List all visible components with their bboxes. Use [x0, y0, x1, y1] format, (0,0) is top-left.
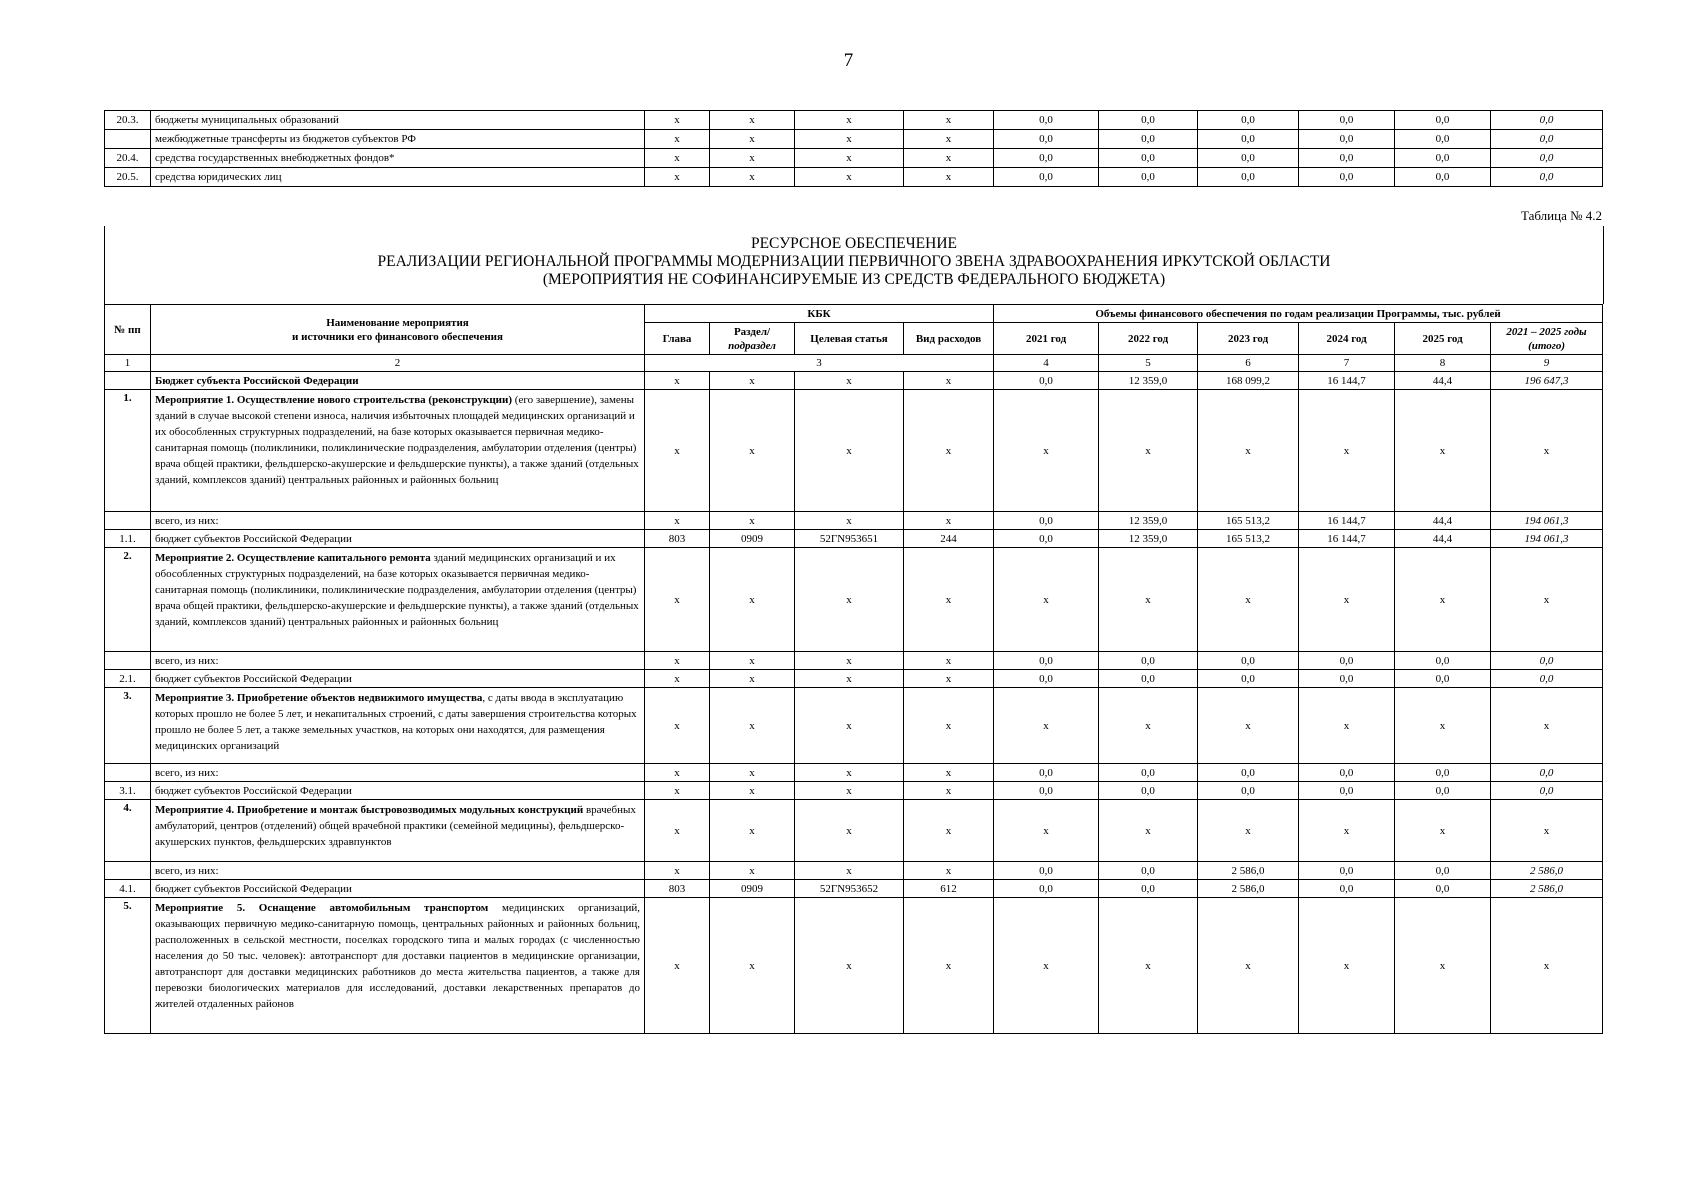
- header-total: 2021 – 2025 годы (итого): [1491, 323, 1603, 355]
- value-cell: 0,0: [1099, 652, 1198, 670]
- measure-row: [105, 390, 1603, 512]
- value-cell: 0,0: [994, 130, 1099, 149]
- x-cell: x: [1099, 800, 1198, 862]
- kbk-cell: x: [795, 372, 904, 390]
- row-index: 1.1.: [105, 530, 151, 548]
- row-name: бюджеты муниципальных образований: [151, 111, 645, 130]
- value-cell: 0,0: [1198, 111, 1299, 130]
- page-number: 7: [843, 50, 854, 71]
- kbk-cell: 244: [904, 530, 994, 548]
- x-cell: x: [1198, 800, 1299, 862]
- kbk-cell: x: [904, 111, 994, 130]
- colnum-8: 8: [1395, 355, 1491, 372]
- header-vid: Вид расходов: [904, 323, 994, 355]
- kbk-cell: x: [795, 168, 904, 187]
- continuation-row: [105, 130, 1603, 149]
- header-glava: Глава: [645, 323, 710, 355]
- kbk-cell: x: [904, 862, 994, 880]
- kbk-cell: x: [795, 652, 904, 670]
- kbk-cell: x: [710, 130, 795, 149]
- header-razdel: [710, 323, 795, 355]
- kbk-cell: x: [795, 764, 904, 782]
- value-cell: 0,0: [1099, 862, 1198, 880]
- kbk-cell: x: [645, 130, 710, 149]
- header-name: [151, 305, 645, 355]
- x-cell: x: [1491, 390, 1603, 512]
- value-cell: 0,0: [994, 149, 1099, 168]
- x-cell: x: [1198, 390, 1299, 512]
- value-cell: 0,0: [1099, 880, 1198, 898]
- value-cell: 0,0: [1099, 168, 1198, 187]
- value-cell: 0,0: [1099, 130, 1198, 149]
- row-name: Бюджет субъекта Российской Федерации: [151, 372, 645, 390]
- kbk-cell: x: [904, 670, 994, 688]
- measure-text: (его завершение), замены зданий в случае высокой степени износа, наличия избыточных площадей медицинских организаций и их обособленных структурных подразделений, на базе которых оказывается первичная медико-санитарная помощь (поликлиники, поликлинические подразделения, амбулатории отделения (центры) врача общей практики, фельдшерско-акушерские и фельдшерские пункты), а также зданий (отдельных зданий, комплексов зданий) центральных районных и районных больниц: [155, 394, 639, 486]
- header-2025: 2025 год: [1395, 323, 1491, 355]
- measure-index: 4.: [105, 800, 151, 862]
- kbk-cell: x: [795, 670, 904, 688]
- kbk-cell: x: [645, 862, 710, 880]
- kbk-cell: x: [795, 149, 904, 168]
- row-name: всего, из них:: [151, 764, 645, 782]
- measure-description: [151, 800, 645, 862]
- value-cell: 0,0: [1198, 149, 1299, 168]
- value-cell: 0,0: [1395, 111, 1491, 130]
- value-cell: 44,4: [1395, 372, 1491, 390]
- kbk-cell: x: [645, 764, 710, 782]
- total-cell: 2 586,0: [1491, 880, 1603, 898]
- row-index: [105, 862, 151, 880]
- row-name: бюджет субъектов Российской Федерации: [151, 670, 645, 688]
- total-cell: 0,0: [1491, 111, 1603, 130]
- value-cell: 0,0: [1395, 670, 1491, 688]
- kbk-cell: 612: [904, 880, 994, 898]
- kbk-cell: x: [795, 862, 904, 880]
- x-cell: x: [994, 898, 1099, 1034]
- value-cell: 0,0: [994, 168, 1099, 187]
- value-cell: 0,0: [1198, 652, 1299, 670]
- kbk-cell: x: [710, 764, 795, 782]
- measure-index: 3.: [105, 688, 151, 764]
- x-cell: x: [645, 548, 710, 652]
- x-cell: x: [1491, 898, 1603, 1034]
- value-cell: 12 359,0: [1099, 530, 1198, 548]
- value-cell: 0,0: [994, 530, 1099, 548]
- colnum-9: 9: [1491, 355, 1603, 372]
- value-cell: 44,4: [1395, 512, 1491, 530]
- x-cell: x: [710, 688, 795, 764]
- x-cell: x: [1299, 898, 1395, 1034]
- value-cell: 0,0: [1099, 111, 1198, 130]
- x-cell: x: [1299, 800, 1395, 862]
- kbk-cell: x: [645, 652, 710, 670]
- x-cell: x: [1198, 688, 1299, 764]
- value-cell: 0,0: [994, 372, 1099, 390]
- measure-description: [151, 548, 645, 652]
- x-cell: x: [1099, 688, 1198, 764]
- row-name: средства государственных внебюджетных фондов*: [151, 149, 645, 168]
- row-name: межбюджетные трансферты из бюджетов субъектов РФ: [151, 130, 645, 149]
- value-cell: 0,0: [1299, 168, 1395, 187]
- total-cell: 0,0: [1491, 168, 1603, 187]
- table-title-block: [104, 226, 1604, 304]
- x-cell: x: [645, 688, 710, 764]
- header-name-line-2: и источники его финансового обеспечения: [292, 330, 503, 343]
- x-cell: x: [994, 688, 1099, 764]
- total-cell: 0,0: [1491, 149, 1603, 168]
- x-cell: x: [1395, 548, 1491, 652]
- value-cell: 0,0: [1395, 652, 1491, 670]
- value-cell: 0,0: [1198, 764, 1299, 782]
- measure-title: Мероприятие 3. Приобретение объектов недвижимого имущества: [155, 692, 483, 704]
- measure-total-row: [105, 764, 1603, 782]
- value-cell: 0,0: [994, 782, 1099, 800]
- value-cell: 165 513,2: [1198, 512, 1299, 530]
- header-cel: Целевая статья: [795, 323, 904, 355]
- measure-description: [151, 688, 645, 764]
- value-cell: 44,4: [1395, 530, 1491, 548]
- kbk-cell: x: [710, 652, 795, 670]
- kbk-cell: x: [904, 372, 994, 390]
- x-cell: x: [1395, 688, 1491, 764]
- value-cell: 0,0: [1198, 130, 1299, 149]
- total-cell: 0,0: [1491, 764, 1603, 782]
- table-title-line-3: (МЕРОПРИЯТИЯ НЕ СОФИНАНСИРУЕМЫЕ ИЗ СРЕДСТВ ФЕДЕРАЛЬНОГО БЮДЖЕТА): [542, 271, 1166, 288]
- kbk-cell: 0909: [710, 530, 795, 548]
- row-name: бюджет субъектов Российской Федерации: [151, 880, 645, 898]
- measure-source-row: [105, 530, 1603, 548]
- x-cell: x: [710, 548, 795, 652]
- kbk-cell: x: [710, 862, 795, 880]
- value-cell: 0,0: [994, 670, 1099, 688]
- kbk-cell: x: [904, 130, 994, 149]
- row-name: всего, из них:: [151, 652, 645, 670]
- x-cell: x: [710, 390, 795, 512]
- measure-row: [105, 800, 1603, 862]
- kbk-cell: x: [904, 149, 994, 168]
- x-cell: x: [994, 390, 1099, 512]
- measure-index: 5.: [105, 898, 151, 1034]
- total-cell: 0,0: [1491, 782, 1603, 800]
- colnum-6: 6: [1198, 355, 1299, 372]
- x-cell: x: [994, 548, 1099, 652]
- row-index: [105, 652, 151, 670]
- x-cell: x: [795, 688, 904, 764]
- row-name: всего, из них:: [151, 512, 645, 530]
- kbk-cell: x: [904, 764, 994, 782]
- x-cell: x: [1099, 548, 1198, 652]
- x-cell: x: [645, 800, 710, 862]
- measure-row: [105, 898, 1603, 1034]
- value-cell: 0,0: [994, 880, 1099, 898]
- value-cell: 0,0: [994, 111, 1099, 130]
- total-cell: 194 061,3: [1491, 530, 1603, 548]
- x-cell: x: [904, 898, 994, 1034]
- measure-row: [105, 548, 1603, 652]
- kbk-cell: x: [710, 782, 795, 800]
- row-index: 20.5.: [105, 168, 151, 187]
- kbk-cell: 52ГN953652: [795, 880, 904, 898]
- colnum-3: 3: [645, 355, 994, 372]
- row-index: [105, 372, 151, 390]
- value-cell: 165 513,2: [1198, 530, 1299, 548]
- kbk-cell: x: [904, 168, 994, 187]
- kbk-cell: x: [645, 168, 710, 187]
- kbk-cell: x: [645, 782, 710, 800]
- value-cell: 0,0: [1198, 670, 1299, 688]
- value-cell: 0,0: [1299, 111, 1395, 130]
- value-cell: 0,0: [994, 764, 1099, 782]
- value-cell: 0,0: [1299, 130, 1395, 149]
- measure-title: Мероприятие 4. Приобретение и монтаж быстровозводимых модульных конструкций: [155, 804, 584, 816]
- value-cell: 0,0: [1099, 782, 1198, 800]
- measure-text: врачебных амбулаторий, центров (отделений) общей врачебной практики (семейной медицины), фельдшерско-акушерских пунктов, фельдшерских здравпунктов: [155, 804, 636, 848]
- value-cell: 0,0: [1395, 130, 1491, 149]
- x-cell: x: [994, 800, 1099, 862]
- row-name: бюджет субъектов Российской Федерации: [151, 530, 645, 548]
- x-cell: x: [904, 688, 994, 764]
- header-volumes: Объемы финансового обеспечения по годам реализации Программы, тыс. рублей: [994, 305, 1603, 323]
- continuation-row: [105, 149, 1603, 168]
- x-cell: x: [795, 548, 904, 652]
- measure-total-row: [105, 652, 1603, 670]
- kbk-cell: x: [710, 168, 795, 187]
- kbk-cell: 803: [645, 880, 710, 898]
- measure-title: Мероприятие 1. Осуществление нового строительства (реконструкции): [155, 394, 513, 406]
- measure-text: , с даты ввода в эксплуатацию которых прошло не более 5 лет, и некапитальных строений, с даты завершения строительства которых прошло не более 5 лет, а также земельных участков, на которых они находятся, для размещения медицинских организаций: [155, 692, 637, 752]
- measure-source-row: [105, 670, 1603, 688]
- row-name: всего, из них:: [151, 862, 645, 880]
- x-cell: x: [1491, 688, 1603, 764]
- row-index: 20.4.: [105, 149, 151, 168]
- budget-total-row: [105, 372, 1603, 390]
- row-index: 4.1.: [105, 880, 151, 898]
- header-2024: 2024 год: [1299, 323, 1395, 355]
- kbk-cell: x: [710, 670, 795, 688]
- value-cell: 0,0: [1099, 670, 1198, 688]
- header-name-line-1: Наименование мероприятия: [326, 316, 469, 329]
- x-cell: x: [1099, 390, 1198, 512]
- value-cell: 0,0: [994, 862, 1099, 880]
- x-cell: x: [1198, 548, 1299, 652]
- row-name: бюджет субъектов Российской Федерации: [151, 782, 645, 800]
- kbk-cell: x: [904, 652, 994, 670]
- colnum-2: 2: [151, 355, 645, 372]
- kbk-cell: x: [795, 130, 904, 149]
- measure-description: [151, 898, 645, 1034]
- total-cell: 0,0: [1491, 652, 1603, 670]
- value-cell: 168 099,2: [1198, 372, 1299, 390]
- kbk-cell: x: [710, 149, 795, 168]
- header-2022: 2022 год: [1099, 323, 1198, 355]
- kbk-cell: x: [904, 512, 994, 530]
- row-index: 2.1.: [105, 670, 151, 688]
- x-cell: x: [1491, 548, 1603, 652]
- continuation-table: [104, 110, 1603, 187]
- value-cell: 12 359,0: [1099, 372, 1198, 390]
- measure-total-row: [105, 862, 1603, 880]
- kbk-cell: x: [645, 512, 710, 530]
- value-cell: 0,0: [1395, 880, 1491, 898]
- value-cell: 0,0: [1299, 862, 1395, 880]
- value-cell: 0,0: [1395, 764, 1491, 782]
- measure-text: медицинских организаций, оказывающих первичную медико-санитарную помощь, центральных районных и районных больниц, расположенных в сельской местности, поселках городского типа и малых городах (с численностью населения до 50 тыс. человек): автотранспорт для доставки пациентов в медицинские организации, автотранспорт для доставки медицинских работников до места жительства пациентов, а также для перевозки биологических материалов для исследований, доставки лекарственных препаратов до жителей отдаленных районов: [155, 902, 640, 1010]
- x-cell: x: [710, 898, 795, 1034]
- header-2023: 2023 год: [1198, 323, 1299, 355]
- table-title-line-2: РЕАЛИЗАЦИИ РЕГИОНАЛЬНОЙ ПРОГРАММЫ МОДЕРНИЗАЦИИ ПЕРВИЧНОГО ЗВЕНА ЗДРАВООХРАНЕНИЯ ИРКУТСКОЙ ОБЛАСТИ: [377, 253, 1331, 270]
- total-cell: 196 647,3: [1491, 372, 1603, 390]
- kbk-cell: x: [645, 670, 710, 688]
- value-cell: 0,0: [1299, 880, 1395, 898]
- value-cell: 0,0: [1299, 149, 1395, 168]
- value-cell: 0,0: [1198, 782, 1299, 800]
- value-cell: 12 359,0: [1099, 512, 1198, 530]
- measure-title: Мероприятие 2. Осуществление капитального ремонта: [155, 552, 431, 564]
- value-cell: 0,0: [994, 652, 1099, 670]
- value-cell: 0,0: [1395, 168, 1491, 187]
- header-kbk: КБК: [645, 305, 994, 323]
- x-cell: x: [1395, 390, 1491, 512]
- x-cell: x: [904, 390, 994, 512]
- value-cell: 0,0: [994, 512, 1099, 530]
- resource-table: [104, 304, 1603, 1034]
- value-cell: 0,0: [1299, 764, 1395, 782]
- value-cell: 16 144,7: [1299, 372, 1395, 390]
- value-cell: 0,0: [1099, 149, 1198, 168]
- kbk-cell: x: [645, 111, 710, 130]
- x-cell: x: [1299, 688, 1395, 764]
- row-index: [105, 764, 151, 782]
- value-cell: 2 586,0: [1198, 862, 1299, 880]
- header-2021: 2021 год: [994, 323, 1099, 355]
- continuation-row: [105, 168, 1603, 187]
- row-name: средства юридических лиц: [151, 168, 645, 187]
- x-cell: x: [795, 390, 904, 512]
- colnum-7: 7: [1299, 355, 1395, 372]
- value-cell: 0,0: [1299, 670, 1395, 688]
- x-cell: x: [795, 800, 904, 862]
- header-razdel-line-2: подраздел: [728, 339, 776, 352]
- x-cell: x: [1198, 898, 1299, 1034]
- row-index: [105, 512, 151, 530]
- measure-description: [151, 390, 645, 512]
- value-cell: 0,0: [1299, 782, 1395, 800]
- row-index: 3.1.: [105, 782, 151, 800]
- x-cell: x: [1299, 548, 1395, 652]
- total-cell: 0,0: [1491, 670, 1603, 688]
- x-cell: x: [710, 800, 795, 862]
- value-cell: 0,0: [1395, 862, 1491, 880]
- measure-row: [105, 688, 1603, 764]
- kbk-cell: 803: [645, 530, 710, 548]
- kbk-cell: 0909: [710, 880, 795, 898]
- measure-title: Мероприятие 5. Оснащение автомобильным транспортом: [155, 902, 489, 914]
- x-cell: x: [1491, 800, 1603, 862]
- x-cell: x: [904, 800, 994, 862]
- x-cell: x: [1395, 898, 1491, 1034]
- colnum-4: 4: [994, 355, 1099, 372]
- kbk-cell: x: [645, 372, 710, 390]
- value-cell: 16 144,7: [1299, 530, 1395, 548]
- header-razdel-line-1: Раздел/: [733, 325, 771, 338]
- table-label: Таблица № 4.2: [1520, 208, 1602, 223]
- measure-source-row: [105, 880, 1603, 898]
- total-cell: 2 586,0: [1491, 862, 1603, 880]
- row-index: 20.3.: [105, 111, 151, 130]
- measure-total-row: [105, 512, 1603, 530]
- table-title-line-1: РЕСУРСНОЕ ОБЕСПЕЧЕНИЕ: [750, 235, 958, 252]
- x-cell: x: [1395, 800, 1491, 862]
- value-cell: 0,0: [1198, 168, 1299, 187]
- total-cell: 194 061,3: [1491, 512, 1603, 530]
- kbk-cell: x: [795, 111, 904, 130]
- value-cell: 0,0: [1395, 782, 1491, 800]
- kbk-cell: x: [795, 782, 904, 800]
- colnum-1: 1: [105, 355, 151, 372]
- x-cell: x: [904, 548, 994, 652]
- kbk-cell: x: [645, 149, 710, 168]
- x-cell: x: [1099, 898, 1198, 1034]
- value-cell: 16 144,7: [1299, 512, 1395, 530]
- colnum-5: 5: [1099, 355, 1198, 372]
- value-cell: 0,0: [1099, 764, 1198, 782]
- continuation-row: [105, 111, 1603, 130]
- measure-index: 1.: [105, 390, 151, 512]
- value-cell: 0,0: [1395, 149, 1491, 168]
- kbk-cell: 52ГN953651: [795, 530, 904, 548]
- kbk-cell: x: [904, 782, 994, 800]
- kbk-cell: x: [795, 512, 904, 530]
- x-cell: x: [645, 390, 710, 512]
- header-num: № пп: [105, 305, 151, 355]
- x-cell: x: [1299, 390, 1395, 512]
- kbk-cell: x: [710, 111, 795, 130]
- kbk-cell: x: [710, 372, 795, 390]
- row-index: [105, 130, 151, 149]
- x-cell: x: [795, 898, 904, 1034]
- x-cell: x: [645, 898, 710, 1034]
- value-cell: 2 586,0: [1198, 880, 1299, 898]
- measure-index: 2.: [105, 548, 151, 652]
- kbk-cell: x: [710, 512, 795, 530]
- total-cell: 0,0: [1491, 130, 1603, 149]
- measure-text: зданий медицинских организаций и их обособленных структурных подразделений, на базе которых оказывается первичная медико-санитарная помощь (поликлиники, поликлинические подразделения, амбулатории отделения (центры) врача общей практики, фельдшерско-акушерские и фельдшерские пункты), а также зданий (отдельных зданий, комплексов зданий) центральных районных и районных больниц: [155, 552, 639, 628]
- value-cell: 0,0: [1299, 652, 1395, 670]
- measure-source-row: [105, 782, 1603, 800]
